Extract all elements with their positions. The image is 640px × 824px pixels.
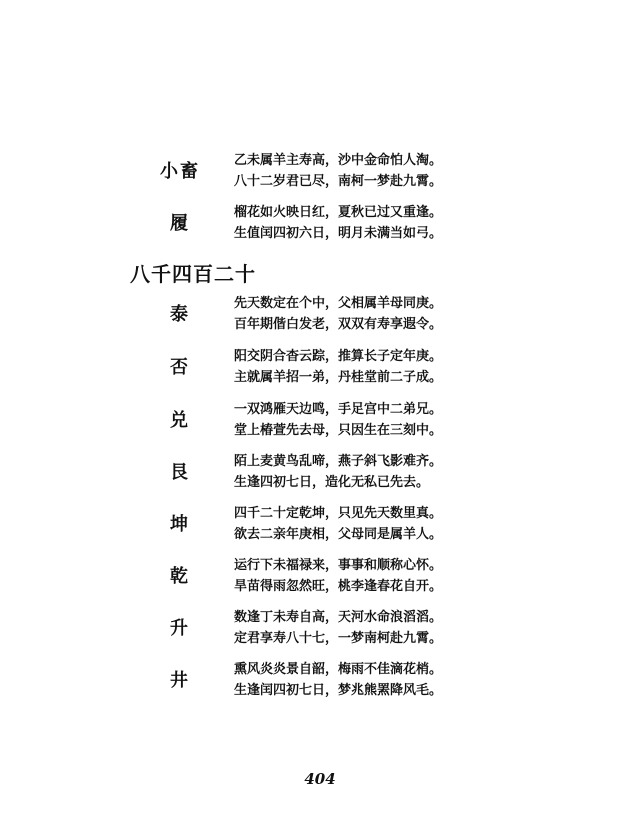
verse-line-1: 榴花如火映日红，夏秋已过又重逢。 [234, 205, 443, 220]
verse-line-1: 熏风炎炎景自韶，梅雨不佳滴花梢。 [234, 662, 443, 677]
entry-sheng [0, 607, 640, 651]
page-number: 404 [304, 770, 336, 788]
entry-label: 乾 [170, 566, 190, 587]
entry-verse [234, 451, 534, 493]
entry-label: 艮 [170, 462, 190, 483]
entry-verse [234, 293, 534, 335]
verse-line-2: 生逢闰四初七日，梦兆熊罴降风毛。 [234, 683, 443, 698]
entry-label: 兑 [170, 410, 190, 431]
entry-tai [0, 293, 640, 337]
entry-kun [0, 503, 640, 547]
verse-line-1: 四千二十定乾坤，只见先天数里真。 [234, 506, 443, 521]
entry-qian [0, 555, 640, 599]
section-heading: 八千四百二十 [130, 262, 256, 286]
verse-line-1: 阳交阴合杳云踪，推算长子定年庚。 [234, 349, 443, 364]
verse-line-1: 运行下未福禄来，事事和顺称心怀。 [234, 558, 443, 573]
verse-line-2: 旱苗得雨忽然旺，桃李逢春花自开。 [234, 579, 443, 594]
entry-gen [0, 451, 640, 495]
entry-label: 坤 [170, 514, 190, 535]
entry-verse [234, 503, 534, 545]
entry-verse [234, 202, 534, 244]
verse-line-2: 欲去二亲年庚相，父母同是属羊人。 [234, 527, 443, 542]
entry-jing [0, 659, 640, 703]
verse-line-2: 百年期偕白发老，双双有寿享遐令。 [234, 317, 443, 332]
verse-line-2: 八十二岁君已尽，南柯一梦赴九霄。 [234, 174, 443, 189]
verse-line-1: 一双鸿雁天边鸣，手足宫中二弟兄。 [234, 402, 443, 417]
entry-label: 履 [170, 213, 190, 234]
entry-verse [234, 150, 534, 192]
entry-verse [234, 346, 534, 388]
verse-line-2: 主就属羊招一弟，丹桂堂前二子成。 [234, 370, 443, 385]
entry-verse [234, 399, 534, 441]
verse-line-2: 生值闰四初六日，明月未满当如弓。 [234, 226, 443, 241]
entry-verse [234, 659, 534, 701]
verse-line-2: 生逢四初七日，造化无私已先去。 [234, 475, 430, 490]
entry-xiaochu [0, 150, 640, 194]
entry-label: 否 [170, 357, 190, 378]
verse-line-2: 定君享寿八十七，一梦南柯赴九霄。 [234, 631, 443, 646]
entry-label: 井 [170, 670, 190, 691]
verse-line-1: 先天数定在个中，父相属羊母同庚。 [234, 296, 443, 311]
verse-line-1: 数逢丁未寿自高，天河水命浪滔滔。 [234, 610, 443, 625]
entry-pi [0, 346, 640, 390]
verse-line-1: 乙未属羊主寿高，沙中金命怕人淘。 [234, 153, 443, 168]
verse-line-2: 堂上椿萱先去母，只因生在三刻中。 [234, 423, 443, 438]
verse-line-1: 陌上麦黄鸟乱啼，燕子斜飞影难齐。 [234, 454, 443, 469]
entry-label: 泰 [170, 304, 190, 325]
entry-label: 升 [170, 618, 190, 639]
entry-label: 小畜 [160, 161, 200, 182]
entry-lu [0, 202, 640, 246]
entry-verse [234, 607, 534, 649]
entry-dui [0, 399, 640, 443]
entry-verse [234, 555, 534, 597]
